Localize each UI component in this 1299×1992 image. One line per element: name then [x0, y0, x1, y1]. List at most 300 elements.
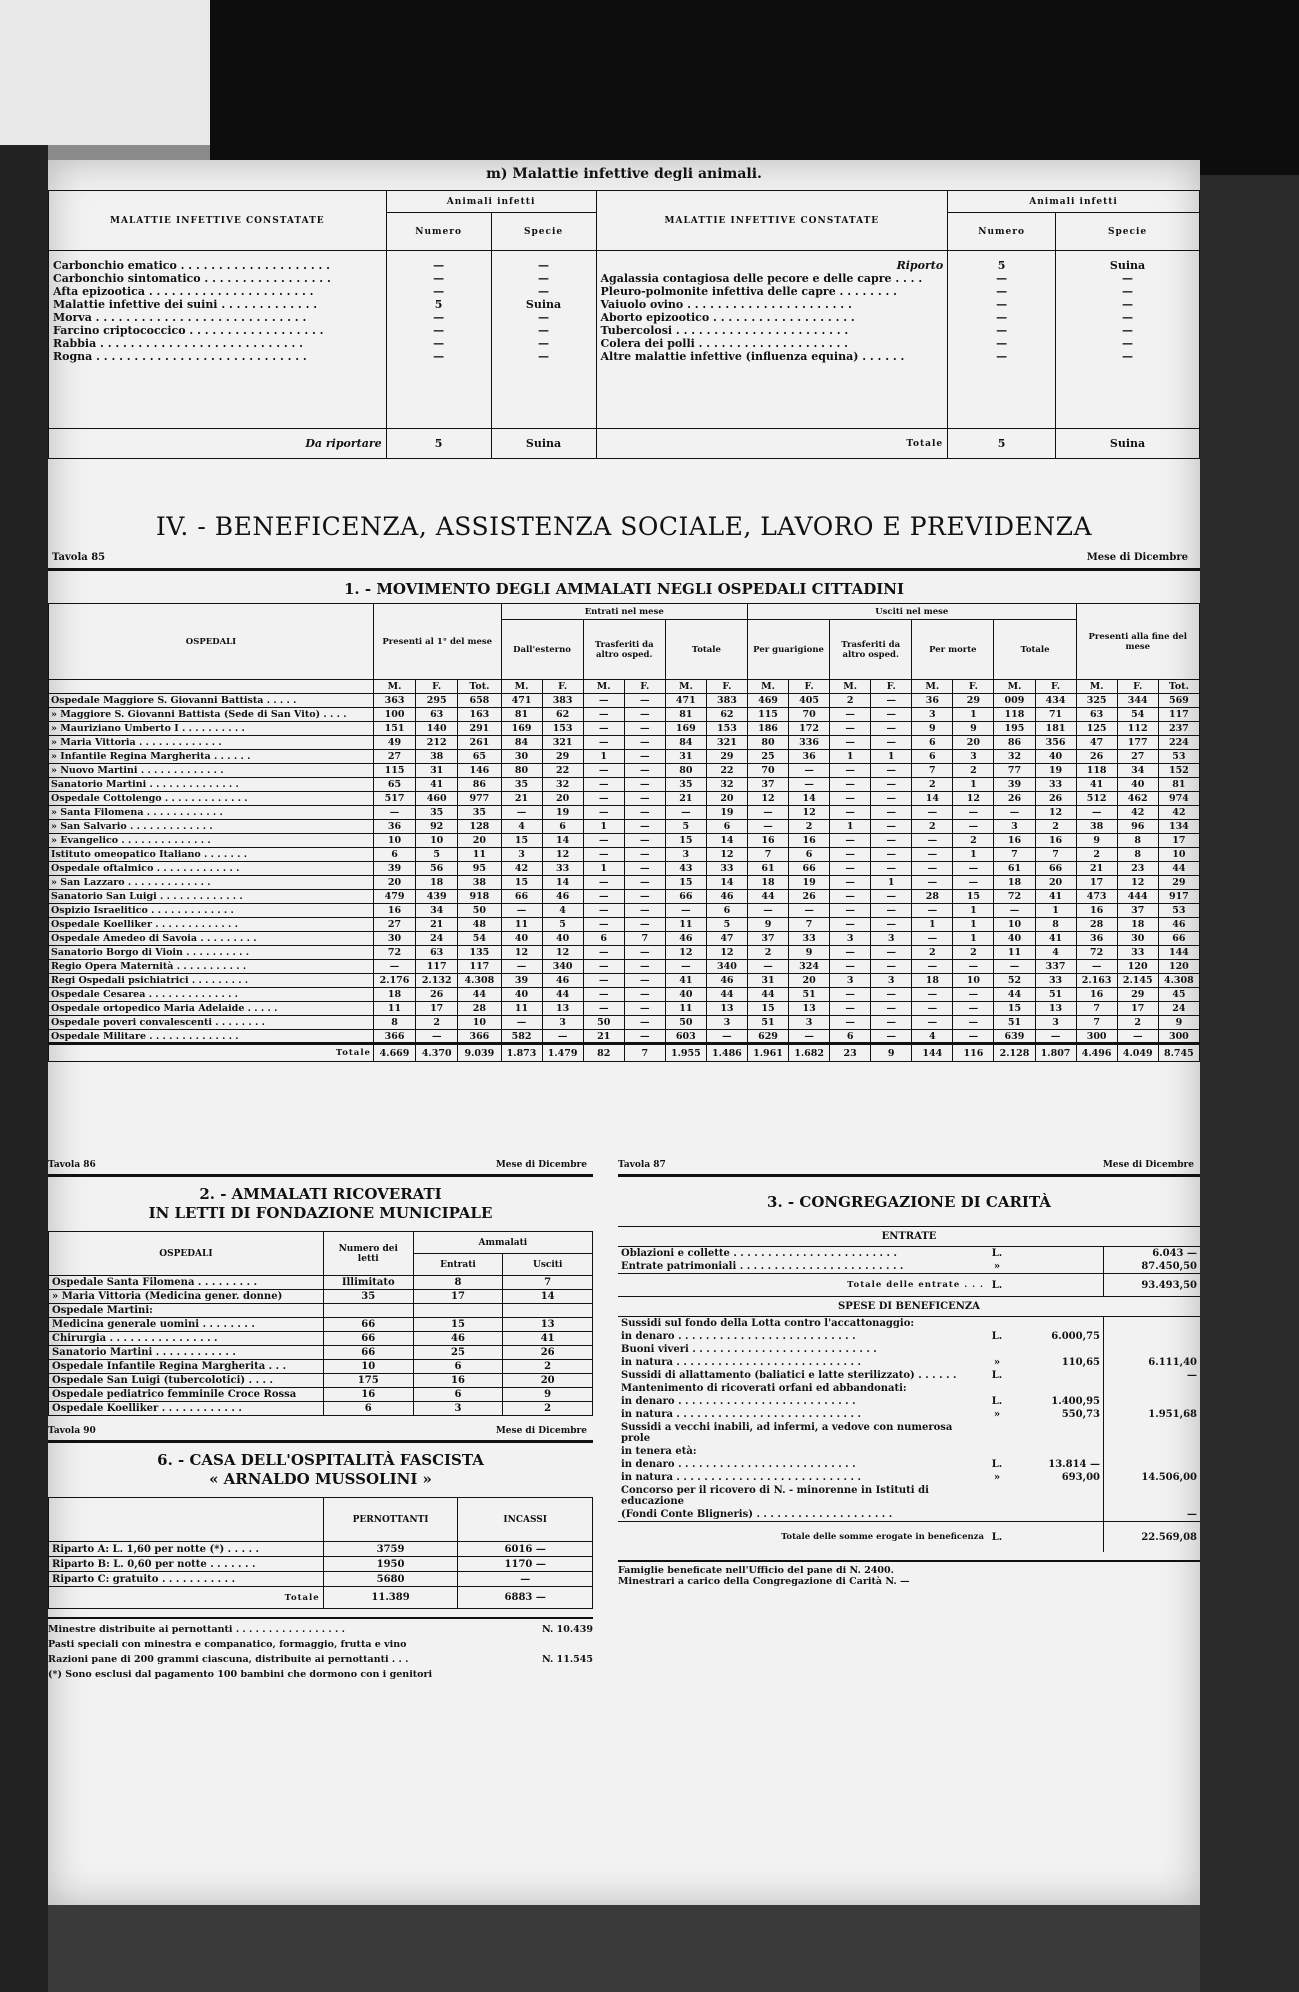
table-cell: 33: [1035, 778, 1076, 792]
hospital-name: Sanatorio Borgo di Vioin . . . . . . . . . .: [49, 946, 374, 960]
total-cell: 116: [953, 1044, 994, 1062]
table-cell: 63: [416, 946, 458, 960]
table-cell: —: [624, 834, 665, 848]
t2-exited: 7: [503, 1276, 593, 1290]
table-cell: 8: [1117, 834, 1158, 848]
table-cell: 29: [706, 750, 747, 764]
table-cell: 47: [1076, 736, 1117, 750]
table-cell: 21: [501, 792, 542, 806]
table-cell: 144: [1158, 946, 1199, 960]
table-cell: 46: [1158, 918, 1199, 932]
table-cell: 22: [706, 764, 747, 778]
t3-income-total-row: [618, 1274, 1200, 1297]
table-cell: —: [830, 946, 871, 960]
table-cell: 7: [994, 848, 1035, 862]
table-cell: 12: [706, 946, 747, 960]
t3-row: [618, 1421, 1200, 1445]
table-cell: 84: [501, 736, 542, 750]
hospital-name: » Nuovo Martini . . . . . . . . . . . . .: [49, 764, 374, 778]
t2-hospital-name: Ospedale Infantile Regina Margherita . . .: [49, 1360, 324, 1374]
table-cell: 118: [1076, 764, 1117, 778]
t3-total: —: [1104, 1369, 1201, 1382]
table-1-total-row: [49, 1044, 1200, 1062]
right-disease-name: Tubercolosi . . . . . . . . . . . . . . . . . . . . . . .: [600, 324, 849, 337]
table-cell: 2: [747, 946, 788, 960]
t2-exited: [503, 1304, 593, 1318]
table-cell: 321: [542, 736, 583, 750]
table-cell: 20: [458, 834, 501, 848]
table-cell: —: [624, 974, 665, 988]
total-cell: 1.873: [501, 1044, 542, 1062]
table-cell: 17: [1117, 1002, 1158, 1016]
table-cell: —: [871, 848, 912, 862]
right-disease-number: —: [996, 285, 1008, 298]
table-cell: 20: [1035, 876, 1076, 890]
table-6-header-bar: [48, 1426, 593, 1443]
t3-amount: [1007, 1369, 1104, 1382]
table-cell: 35: [416, 806, 458, 820]
t2-beds: Illimitato: [323, 1276, 413, 1290]
col-animals-right: Animali infetti: [948, 191, 1200, 213]
table-cell: 41: [416, 778, 458, 792]
table-cell: 42: [501, 862, 542, 876]
t2-entered: 16: [413, 1374, 503, 1388]
table-cell: 295: [416, 694, 458, 708]
t2-hospital-name: Sanatorio Martini . . . . . . . . . . . .: [49, 1346, 324, 1360]
t3-total: 87.450,50: [1104, 1260, 1201, 1274]
table-cell: —: [624, 750, 665, 764]
table-row: [49, 750, 1200, 764]
table-cell: 1: [871, 750, 912, 764]
gender-header-cell: M.: [994, 680, 1035, 694]
t6-note-text: Pasti speciali con minestra e companatico, formaggio, frutta e vino: [48, 1639, 407, 1650]
table-cell: 2.176: [373, 974, 415, 988]
table-cell: 44: [542, 988, 583, 1002]
table-cell: 917: [1158, 890, 1199, 904]
t3-income-total-blank: [1007, 1274, 1104, 1297]
t3-total: [1104, 1484, 1201, 1508]
table-cell: —: [1117, 1030, 1158, 1044]
table-cell: —: [830, 918, 871, 932]
table-cell: 25: [747, 750, 788, 764]
t2-hospital-name: Chirurgia . . . . . . . . . . . . . . . .: [49, 1332, 324, 1346]
total-cell: 82: [583, 1044, 624, 1062]
table-cell: —: [953, 960, 994, 974]
right-disease-number: —: [996, 311, 1008, 324]
table-cell: 128: [458, 820, 501, 834]
table-cell: 10: [416, 834, 458, 848]
t3-currency: »: [993, 1472, 1001, 1483]
t3-amount: 110,65: [1061, 1357, 1100, 1368]
table-cell: 6: [912, 736, 953, 750]
table-cell: —: [789, 904, 830, 918]
t2-hospital-name: Ospedale Martini:: [49, 1304, 324, 1318]
table-cell: 212: [416, 736, 458, 750]
t3-currency: [987, 1445, 1007, 1458]
table-cell: —: [871, 1016, 912, 1030]
table-cell: 41: [665, 974, 706, 988]
table-row: [49, 890, 1200, 904]
table-cell: 14: [542, 876, 583, 890]
table-cell: —: [994, 960, 1035, 974]
table-cell: 40: [501, 988, 542, 1002]
t3-total: [1104, 1421, 1201, 1445]
t3-row: [618, 1445, 1200, 1458]
table-cell: 117: [416, 960, 458, 974]
table-row: [49, 792, 1200, 806]
table-cell: 20: [953, 736, 994, 750]
col-number-right: Numero: [948, 213, 1056, 251]
table-cell: 340: [706, 960, 747, 974]
table-cell: —: [953, 988, 994, 1002]
table-cell: 41: [1035, 932, 1076, 946]
t6-col-guests: PERNOTTANTI: [323, 1498, 458, 1542]
table-cell: 224: [1158, 736, 1199, 750]
t6-total-guests: 11.389: [323, 1587, 458, 1609]
table-cell: —: [830, 834, 871, 848]
table-cell: 27: [373, 750, 415, 764]
hospital-name: Istituto omeopatico Italiano . . . . . . .: [49, 848, 374, 862]
table-cell: 37: [1117, 904, 1158, 918]
table-cell: —: [912, 988, 953, 1002]
table-cell: 49: [373, 736, 415, 750]
table-cell: 2: [953, 764, 994, 778]
right-disease-name: Pleuro-polmonite infettiva delle capre . . . . . . . .: [600, 285, 897, 298]
table-cell: 13: [542, 1002, 583, 1016]
hospital-name: Ospedale ortopedico Maria Adelaide . . . . .: [49, 1002, 374, 1016]
table-cell: 56: [416, 862, 458, 876]
table-cell: 1: [953, 918, 994, 932]
table-cell: 16: [747, 834, 788, 848]
t6-receipts: 6016 —: [458, 1542, 593, 1557]
table-cell: —: [747, 806, 788, 820]
table-cell: 16: [1076, 988, 1117, 1002]
table-cell: —: [871, 1002, 912, 1016]
table-cell: 405: [789, 694, 830, 708]
table-cell: 10: [953, 974, 994, 988]
t3-amount: 550,73: [1061, 1409, 1100, 1420]
table-cell: 16: [994, 834, 1035, 848]
table-cell: 63: [1076, 708, 1117, 722]
t6-note-value: N. 10.439: [541, 1624, 593, 1635]
table-cell: —: [830, 960, 871, 974]
table-cell: 1: [953, 778, 994, 792]
table-cell: 3: [953, 750, 994, 764]
table-cell: 92: [416, 820, 458, 834]
t6-total-label: Totale: [49, 1587, 324, 1609]
table-cell: 977: [458, 792, 501, 806]
table-cell: 1: [953, 904, 994, 918]
hospital-name: » Santa Filomena . . . . . . . . . . . .: [49, 806, 374, 820]
table-cell: 2: [830, 694, 871, 708]
table-cell: 14: [789, 792, 830, 806]
table-cell: 7: [789, 918, 830, 932]
t6-note-row: [48, 1667, 593, 1682]
table-cell: 444: [1117, 890, 1158, 904]
hospital-name: Ospedale poveri convalescenti . . . . . . . .: [49, 1016, 374, 1030]
t3-note: Famiglie beneficate nell'Ufficio del pane di N. 2400.: [618, 1565, 894, 1576]
table-2-title-line2: IN LETTI DI FONDAZIONE MUNICIPALE: [148, 1204, 493, 1222]
table-cell: —: [830, 722, 871, 736]
t2-hospital-name: Ospedale Santa Filomena . . . . . . . . .: [49, 1276, 324, 1290]
table-row: [49, 736, 1200, 750]
t2-hospital-name: Ospedale Koelliker . . . . . . . . . . . .: [49, 1402, 324, 1416]
table-cell: 77: [994, 764, 1035, 778]
t3-amount: [1007, 1484, 1104, 1508]
table-cell: 46: [542, 974, 583, 988]
t3-label: in denaro . . . . . . . . . . . . . . . . . . . . . . . . . .: [621, 1396, 856, 1407]
t3-amount: [1007, 1445, 1104, 1458]
table-cell: 62: [706, 708, 747, 722]
table-cell: 18: [994, 876, 1035, 890]
t2-col-patients: Ammalati: [413, 1232, 592, 1254]
table-cell: 46: [542, 890, 583, 904]
right-disease-name: Agalassia contagiosa delle pecore e delle capre . . . .: [600, 272, 923, 285]
table-cell: 8: [1117, 848, 1158, 862]
t3-total: 6.111,40: [1104, 1356, 1201, 1369]
table-cell: 336: [789, 736, 830, 750]
table-cell: 3: [994, 820, 1035, 834]
col-entered: Entrati nel mese: [501, 604, 747, 620]
table-cell: 181: [1035, 722, 1076, 736]
table-cell: 6: [830, 1030, 871, 1044]
table-cell: 3: [912, 708, 953, 722]
table-cell: 115: [747, 708, 788, 722]
table-cell: 20: [789, 974, 830, 988]
table-cell: 44: [706, 988, 747, 1002]
table-cell: 2.163: [1076, 974, 1117, 988]
table-row: [49, 848, 1200, 862]
table-cell: 70: [789, 708, 830, 722]
table-cell: —: [501, 806, 542, 820]
right-disease-species: —: [1122, 285, 1134, 298]
table-cell: 135: [458, 946, 501, 960]
table-cell: 33: [1117, 946, 1158, 960]
table-cell: 1: [1035, 904, 1076, 918]
table-cell: 66: [501, 890, 542, 904]
table-row: [49, 1304, 593, 1318]
table-cell: —: [871, 834, 912, 848]
table-cell: —: [583, 764, 624, 778]
t2-hospital-name: Ospedale pediatrico femminile Croce Rossa: [49, 1388, 324, 1402]
table-cell: 462: [1117, 792, 1158, 806]
table-cell: 2: [416, 1016, 458, 1030]
gender-header-cell: M.: [373, 680, 415, 694]
table-cell: 44: [994, 988, 1035, 1002]
table-cell: 300: [1076, 1030, 1117, 1044]
table-row: [49, 834, 1200, 848]
table-cell: —: [747, 820, 788, 834]
t6-col-receipts: INCASSI: [458, 1498, 593, 1542]
table-cell: 237: [1158, 722, 1199, 736]
left-disease-species: —: [538, 272, 550, 285]
t2-entered: 15: [413, 1318, 503, 1332]
total-cell: 23: [830, 1044, 871, 1062]
left-disease-name: Morva . . . . . . . . . . . . . . . . . . . . . . . . . . . .: [53, 311, 307, 324]
table-cell: 16: [789, 834, 830, 848]
table-cell: 5: [706, 918, 747, 932]
total-cell: 1.682: [789, 1044, 830, 1062]
table-cell: —: [583, 946, 624, 960]
table-cell: 51: [994, 1016, 1035, 1030]
table-cell: 31: [747, 974, 788, 988]
table-cell: —: [501, 960, 542, 974]
table-cell: 6: [789, 848, 830, 862]
col-present-start: Presenti al 1° del mese: [373, 604, 501, 680]
table-row: [49, 1542, 593, 1557]
table-cell: 8: [1035, 918, 1076, 932]
table-row: [49, 1318, 593, 1332]
table-cell: 2: [912, 946, 953, 960]
table-cell: 17: [1158, 834, 1199, 848]
t3-amount: 693,00: [1061, 1472, 1100, 1483]
table-cell: —: [583, 876, 624, 890]
scan-margin-top-left: [0, 0, 210, 145]
table-cell: 471: [665, 694, 706, 708]
table-cell: —: [830, 904, 871, 918]
table-cell: 21: [416, 918, 458, 932]
table-cell: 4: [912, 1030, 953, 1044]
month-label: Mese di Dicembre: [1086, 552, 1188, 563]
table-cell: 22: [542, 764, 583, 778]
table-row: [49, 974, 1200, 988]
t3-total: 1.951,68: [1104, 1408, 1201, 1421]
table-cell: —: [871, 904, 912, 918]
table-2-header-bar: [48, 1160, 593, 1177]
table-cell: —: [583, 708, 624, 722]
table-cell: 186: [747, 722, 788, 736]
table-cell: —: [624, 806, 665, 820]
right-disease-number: —: [996, 350, 1008, 363]
t3-total: [1104, 1330, 1201, 1343]
table-cell: —: [583, 974, 624, 988]
table-cell: —: [373, 806, 415, 820]
table-cell: 009: [994, 694, 1035, 708]
col-recovered: Per guarigione: [747, 620, 829, 680]
table-cell: 7: [912, 764, 953, 778]
hospital-name: » Evangelico . . . . . . . . . . . . . .: [49, 834, 374, 848]
table-cell: 6: [542, 820, 583, 834]
left-disease-species: Suina: [525, 298, 562, 311]
table-cell: 2: [1117, 1016, 1158, 1030]
t2-entered: 6: [413, 1388, 503, 1402]
gender-header-cell: M.: [747, 680, 788, 694]
table-cell: 3: [871, 932, 912, 946]
table-cell: 66: [1035, 862, 1076, 876]
left-disease-name: Malattie infettive dei suini . . . . . . . . . . . . .: [53, 298, 318, 311]
total-cell: 4.370: [416, 1044, 458, 1062]
table-cell: 5: [542, 918, 583, 932]
table-cell: 603: [665, 1030, 706, 1044]
table-cell: 16: [373, 904, 415, 918]
table-cell: —: [830, 876, 871, 890]
col-transfer-out: Trasferiti da altro osped.: [830, 620, 912, 680]
section-iv-title: IV. - BENEFICENZA, ASSISTENZA SOCIALE, LAVORO E PREVIDENZA: [155, 512, 1093, 541]
table-cell: 11: [665, 1002, 706, 1016]
hospital-name: Sanatorio Martini . . . . . . . . . . . . . .: [49, 778, 374, 792]
table-cell: —: [871, 722, 912, 736]
table-cell: —: [953, 1002, 994, 1016]
table-cell: 195: [994, 722, 1035, 736]
table-3-header-bar: [618, 1160, 1200, 1177]
table-cell: —: [789, 778, 830, 792]
table-cell: 42: [1158, 806, 1199, 820]
t3-label: in tenera età:: [621, 1446, 697, 1457]
table-cell: 17: [1076, 876, 1117, 890]
table-cell: 20: [373, 876, 415, 890]
t3-total: [1104, 1458, 1201, 1471]
total-label: Totale: [596, 429, 948, 459]
table-cell: —: [789, 1030, 830, 1044]
table-cell: 8: [373, 1016, 415, 1030]
t3-currency: »: [993, 1357, 1001, 1368]
t3-total: [1104, 1343, 1201, 1356]
t3-amount: [1007, 1508, 1104, 1522]
table-cell: 15: [747, 1002, 788, 1016]
left-disease-name: Afta epizootica . . . . . . . . . . . . . . . . . . . . . .: [53, 285, 314, 298]
table-cell: —: [912, 904, 953, 918]
hospital-movement-table: [48, 603, 1200, 1062]
table-cell: 356: [1035, 736, 1076, 750]
table-cell: —: [583, 694, 624, 708]
table-cell: 14: [706, 834, 747, 848]
left-disease-name: Rogna . . . . . . . . . . . . . . . . . . . . . . . . . . . .: [53, 350, 307, 363]
table-cell: 52: [994, 974, 1035, 988]
gender-header-row: [49, 680, 1200, 694]
table-cell: 12: [665, 946, 706, 960]
col-death: Per morte: [912, 620, 994, 680]
table-cell: 112: [1117, 722, 1158, 736]
table-cell: 80: [747, 736, 788, 750]
section-iv-subrow: [48, 552, 1200, 571]
t2-exited: 2: [503, 1402, 593, 1416]
t2-exited: 20: [503, 1374, 593, 1388]
table-cell: —: [706, 1030, 747, 1044]
table-cell: —: [912, 834, 953, 848]
table-row: [49, 862, 1200, 876]
table-cell: 16: [1035, 834, 1076, 848]
table-row: [49, 1374, 593, 1388]
t3-amount: 13.814 —: [1048, 1459, 1100, 1470]
scan-margin-right: [1200, 175, 1299, 1992]
table-cell: 12: [953, 792, 994, 806]
table-cell: —: [624, 918, 665, 932]
table-cell: 12: [542, 848, 583, 862]
table-cell: —: [665, 960, 706, 974]
table-cell: 9: [1158, 1016, 1199, 1030]
table-cell: 12: [542, 946, 583, 960]
table-cell: 321: [706, 736, 747, 750]
table-cell: 50: [458, 904, 501, 918]
table-2-title: [48, 1185, 593, 1223]
table-cell: —: [871, 960, 912, 974]
table-cell: 325: [1076, 694, 1117, 708]
table-cell: 2: [1076, 848, 1117, 862]
right-disease-species: —: [1122, 337, 1134, 350]
t3-currency: L.: [991, 1370, 1003, 1381]
table-cell: 34: [416, 904, 458, 918]
table-cell: 3: [665, 848, 706, 862]
t3-amount: [1007, 1317, 1104, 1331]
table-cell: 2: [953, 834, 994, 848]
table-cell: 2: [1035, 820, 1076, 834]
table-cell: 26: [1076, 750, 1117, 764]
table-cell: 30: [501, 750, 542, 764]
left-disease-number: —: [433, 324, 445, 337]
table-cell: 1: [830, 820, 871, 834]
t3-total: [1104, 1317, 1201, 1331]
t6-row-name: Riparto C: gratuito . . . . . . . . . . .: [49, 1572, 324, 1587]
